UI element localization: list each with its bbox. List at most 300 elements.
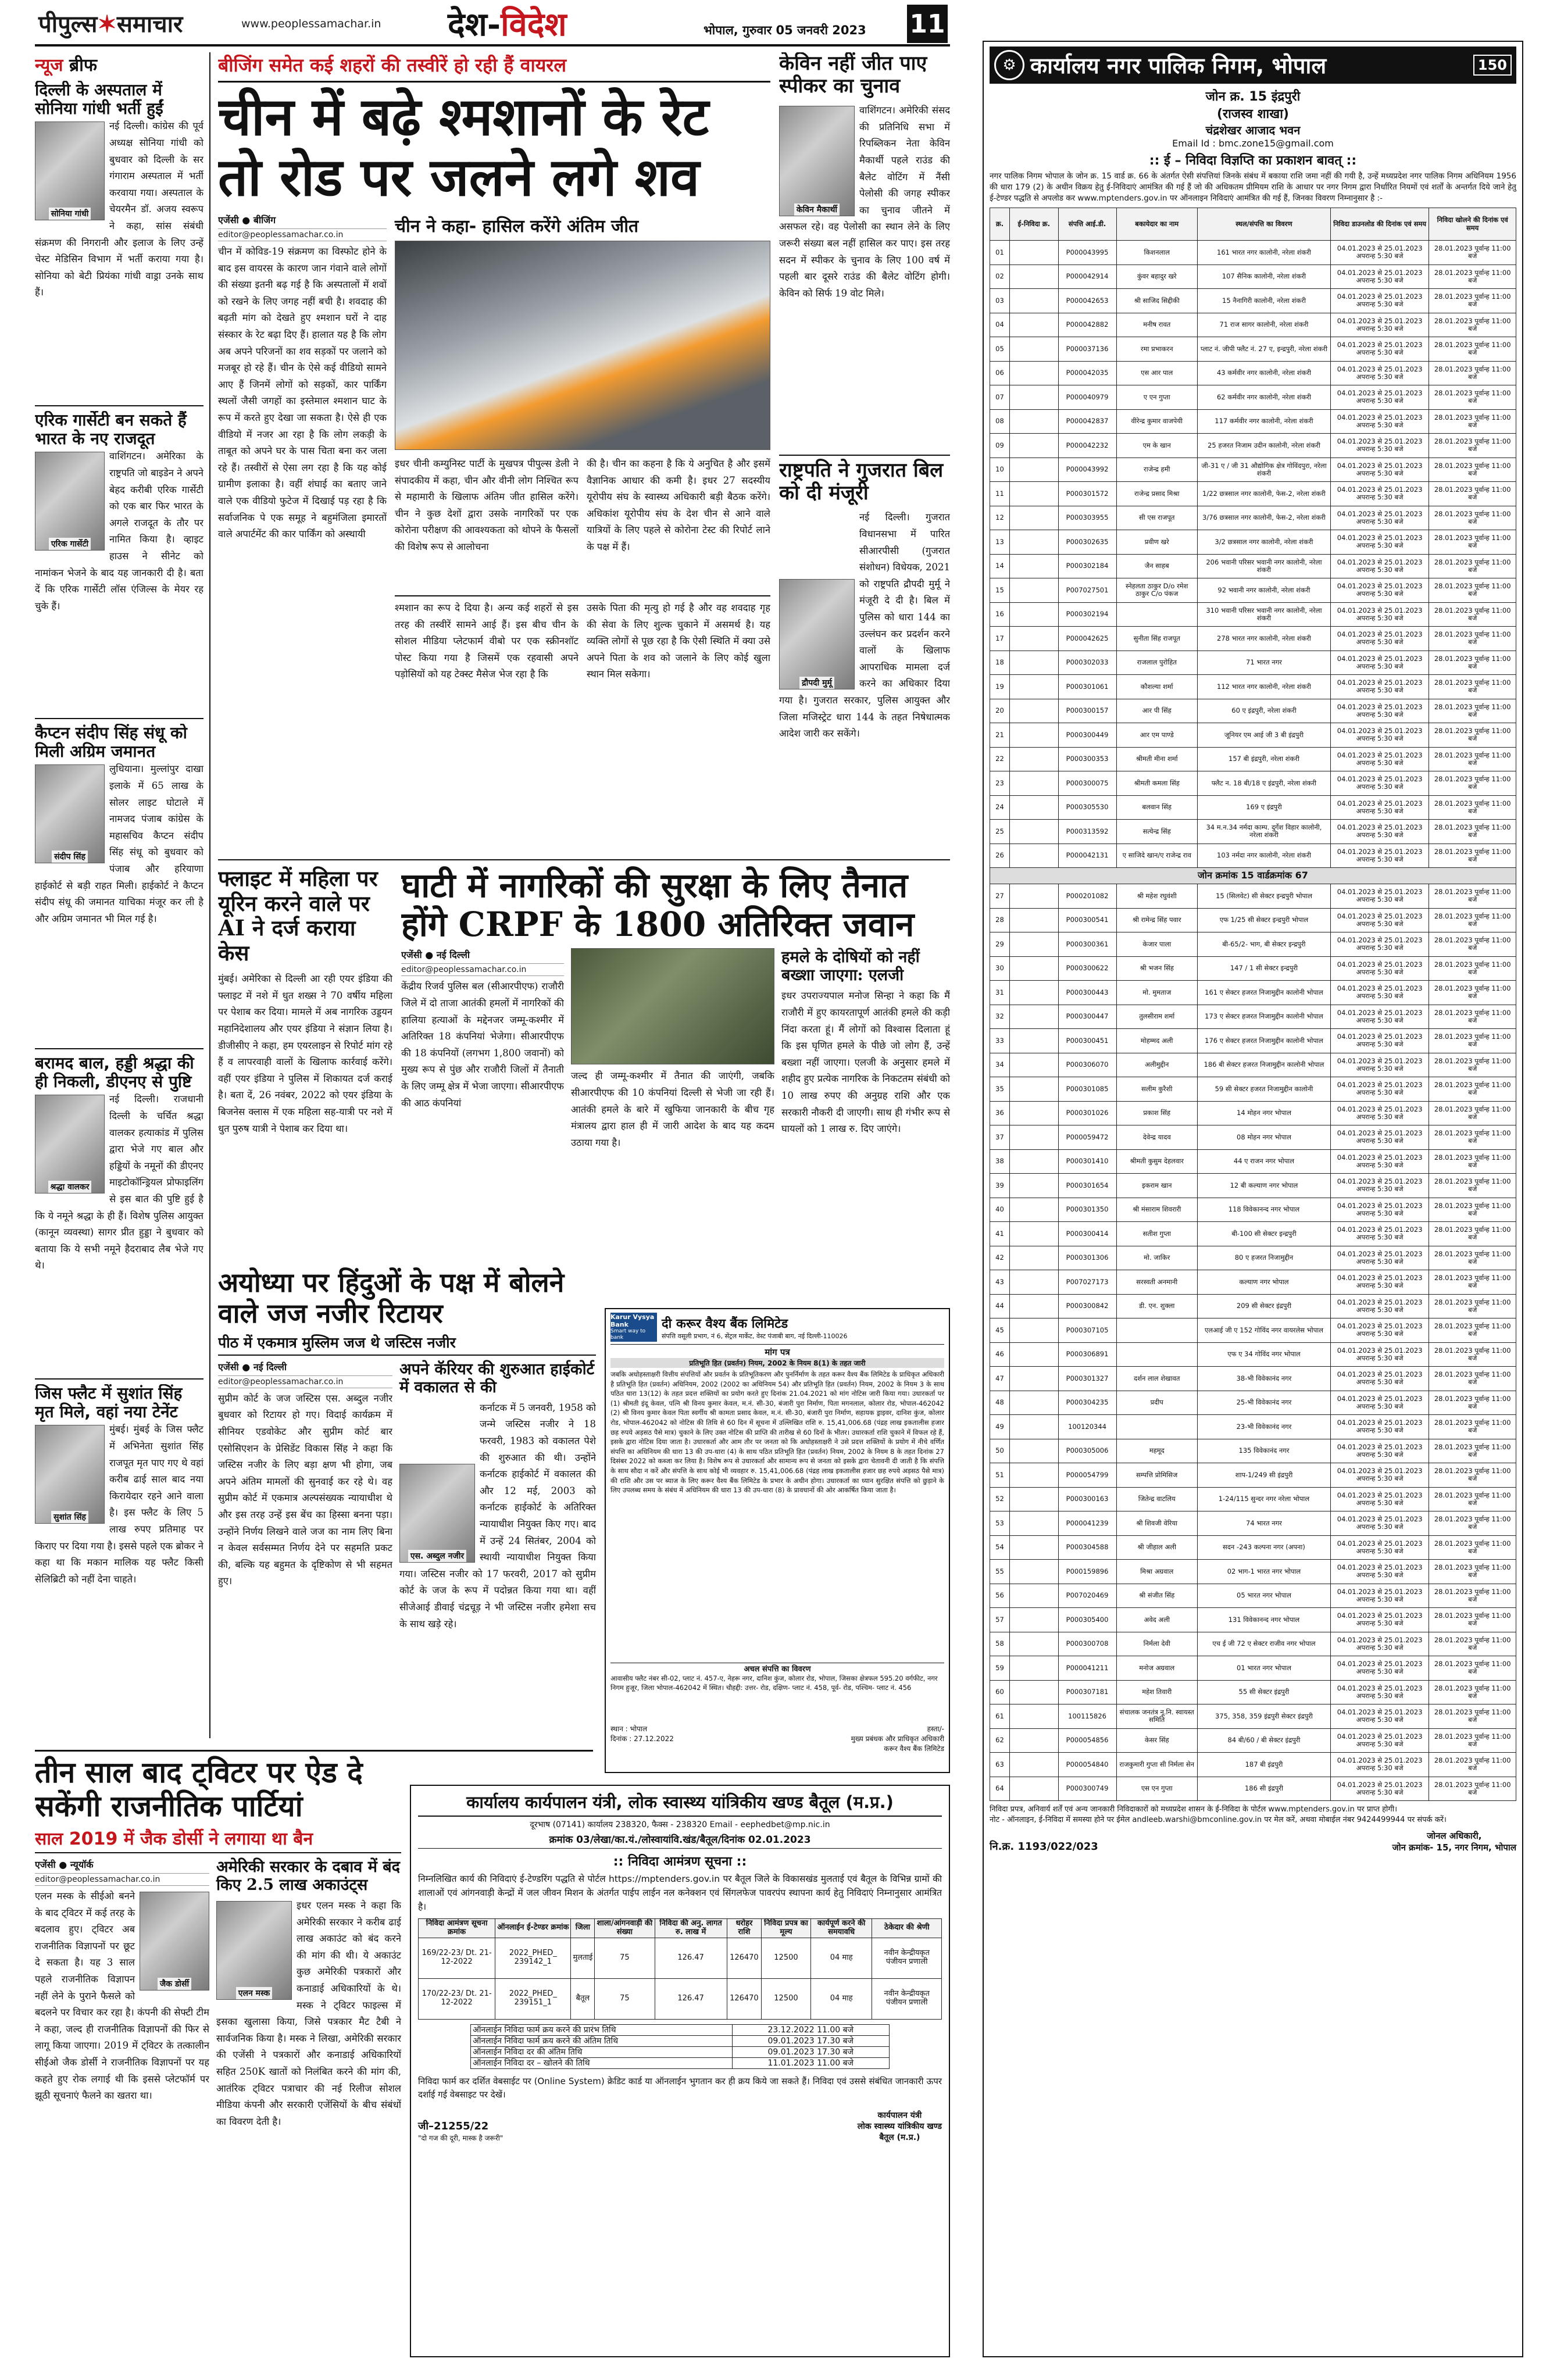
table-cell: एफ 1/25 सी सेक्टर इन्द्रपुरी भोपाल <box>1197 908 1330 932</box>
table-cell: 74 भारत नगर <box>1197 1511 1330 1536</box>
table-cell: 60 <box>990 1680 1010 1704</box>
table-cell: संचालक जनतंत्र नू.नि. स्वायस्त समिति <box>1116 1704 1197 1729</box>
table-cell <box>1009 1149 1058 1174</box>
table-cell: 28.01.2023 पूर्वान्ह 11:00 बजे <box>1429 1560 1516 1584</box>
table-cell: केसर सिंह <box>1116 1728 1197 1753</box>
bmc-dept: (राजस्व शाखा) <box>1217 107 1289 121</box>
table-row <box>990 313 1516 337</box>
table-cell: 28.01.2023 पूर्वान्ह 11:00 बजे <box>1429 908 1516 932</box>
table-cell <box>1009 1584 1058 1608</box>
table-cell: 04.01.2023 से 25.01.2023 अपरान्ह 5:30 बजे <box>1330 530 1429 555</box>
brief-item: दिल्ली के अस्पताल में सोनिया गांधी भर्ती हुईं सोनिया गांधी नई दिल्ली। कांग्रेस की पूर्व अध्यक्ष सोनिया गांधी को बुधवार को दिल्ली के सर गंगाराम अस्पताल में भर्ती करवाया गया। अस्पताल के चेयरमैन डॉ. अजय स्वरूप ने कहा, सांस संबंधी संक्रमण की निगरानी और इलाज के लिए उन्हें चेस्ट मेडिसिन विभाग में भर्ती कराया गया है। सोनिया को बेटी प्रियंका गांधी वाड्रा उनके साथ हैं। <box>35 81 203 406</box>
table-cell: 04.01.2023 से 25.01.2023 अपरान्ह 5:30 बजे <box>1330 699 1429 723</box>
table-cell <box>1116 1318 1197 1343</box>
table-cell: बी-65/2- भाग, बी सेक्टर इन्द्रपुरी <box>1197 932 1330 957</box>
table-cell: 278 भारत नगर कालोनी, नरेला शंकरी <box>1197 627 1330 651</box>
twitter-story <box>35 1756 401 2360</box>
bmc-emblem-icon: ⚙ <box>994 50 1024 80</box>
table-cell: 04.01.2023 से 25.01.2023 अपरान्ह 5:30 बजे <box>1330 1439 1429 1463</box>
table-cell: P000306891 <box>1058 1342 1116 1367</box>
table-cell: 28 <box>990 908 1010 932</box>
crpf-body-1: केंद्रीय रिजर्व पुलिस बल (सीआरपीएफ) राजौरी जिले में दो ताजा आतंकी हमलों में नागरिकों की हालिया हत्याओं के मद्देनजर जम्मू-कश्मीर में अतिरिक्त 18 कंपनियां भेजेगा। सीआरपीएफ की 18 कंपनियों (लगभग 1,800 जवानों) को मुख्य रूप से पुंछ और राजौरी जिलों में तैनाती के लिए जम्मू क्षेत्र में भेजा जाएगा। सीआरपीएफ की आठ कंपनियां <box>401 981 564 1109</box>
table-cell: 58 <box>990 1632 1010 1656</box>
bank-body: जबकि अधोहस्ताक्षरी वित्तीय संपत्तियों और प्रवर्तन के प्रतिभूतिकरण और पुनर्निर्माण के तहत करूर वैश्य बैंक लिमिटेड के प्राधिकृत अधिकारी है प्रतिभूति हित (प्रवर्तन) अधिनियम, 2002 (2002 का अधिनियम 54) और प्रतिभूति हित (प्रवर्तन) नियम, 2002 के नियम 3 के साथ पठित धारा 13(12) के तहत प्रदत्त शक्तियों का प्रयोग करते हुए दिनांक 21.04.2021 को मांग नोटिस जारी किया गया। उधारकर्ता पर (1) श्रीमती इंदू केवल, पत्नि श्री विनय कुमार केवल, म.नं. सी-30, बंजारी पुरा निर्माण, पिता मगनलाल, कोलार रोड, भोपाल-462042 (2) श्री विनय कुमार केवल पिता स्वर्गीय श्री कामता प्रसाद केवल, म.नं. सी-30, बंजारी पुरा निर्माण, सहायक ड्राइवर, दानिश कुंज, कोलार रोड, भोपाल-462042 को नोटिस की तिथि से 60 दिन में सूचना में उल्लिखित राशि रु. 15,41,006.68 (पंद्रह लाख इकतालीस हजार छह रुपये अड़सठ पैसे मात्र) चुकाने के लिए उक्त नोटिस की प्राप्ति की तारीख से 60 दिनों के भीतर। उधारकर्ता राशि चुकाने में विफल रहे हैं, इसके द्वारा नोटिस दिया जाता है। उधारकर्ता और आम तौर पर जनता को कि अधोहस्ताक्षरी ने उसे प्रदत्त शक्तियों के प्रयोग में नीचे वर्णित संपत्ति का अधिनियम की धारा 13 की उप-धारा (4) के साथ पठित प्रतिभूति हित (प्रवर्तन) नियम, 2002 के नियम 8 के तहत दिनांक 27 दिसंबर 2022 को कब्जा कर लिया है। विशेष रूप से उधारकर्ता और सामान्य रूप से जनता को इसके द्वारा चेतावनी दी जाती है कि संपत्ति के साथ सौदा न करें और संपत्ति के साथ कोई भी व्यवहार रु. 15,41,006.68 (पंद्रह लाख इकतालीस हजार छह रुपये अड़सठ पैसे मात्र) की राशि और उस पर ब्याज के लिए करूर वैश्य बैंक लिमिटेड के प्रभार के अधीन होगा। उधारकर्ता का ध्यान सुरक्षित संपत्ति को छुड़ाने के लिए उपलब्ध समय के संबंध में अधिनियम की धारा 13 की उप-धारा (8) के प्रावधानों की ओर आकर्षित किया जाता है। <box>610 1370 944 1495</box>
table-cell: 04.01.2023 से 25.01.2023 अपरान्ह 5:30 बजे <box>1330 385 1429 410</box>
table-cell: राजलाल पुरोहित <box>1116 651 1197 675</box>
table-cell: 23 <box>990 771 1010 796</box>
table-row <box>990 1391 1516 1415</box>
phed-tender-table: निविदा आमंत्रण सूचना क्रमांक ऑनलाईन ई-टेण्डर क्रमांक जिला शाला/आंगनवाड़ी की संख्या निविदा की अनु. लागत रु. लाख में धरोहर राशि निविदा प्रपत्र का मूल्य कार्यपूर्ण करने की समयावधि ठेकेदार की श्रेणी 169/22-23/ Dt. 21-12-2022 2022_PHED_ 239142_1 मुलताई 75 126.47 126470 12500 04 माह नवीन केन्द्रीयकृत पंजीयन प्रणाली 170/22-23/ Dt. 21-12-2022 2022_PHED_ 239151_1 बैतूल 75 126.47 126470 12500 04 माह नवीन केन्द्रीयकृत पंजीयन प्रणाली <box>418 1918 942 2020</box>
table-row <box>990 602 1516 627</box>
table-cell: 161 भारत नगर कालोनी, नरेला शंकरी <box>1197 241 1330 265</box>
table-cell: 04.01.2023 से 25.01.2023 अपरान्ह 5:30 बजे <box>1330 265 1429 289</box>
table-cell: P000300842 <box>1058 1294 1116 1318</box>
bank-subtitle: मांग पत्र <box>765 1347 790 1357</box>
table-row <box>990 1632 1516 1656</box>
crpf-story <box>401 866 950 1285</box>
table-cell: 04.01.2023 से 25.01.2023 अपरान्ह 5:30 बजे <box>1330 1487 1429 1511</box>
table-cell: P000300541 <box>1058 908 1116 932</box>
crpf-photo <box>571 948 774 1064</box>
table-cell: निर्मला देवी <box>1116 1632 1197 1656</box>
ayodhya-story <box>218 1267 596 1686</box>
table-cell <box>1116 1415 1197 1439</box>
table-cell: 04.01.2023 से 25.01.2023 अपरान्ह 5:30 बजे <box>1330 1174 1429 1198</box>
table-cell <box>1009 1367 1058 1391</box>
china-body-1: चीन में कोविड-19 संक्रमण का विस्फोट होने के बाद इस वायरस के कारण जान गंवाने वाले लोगों की संख्या इतनी बढ़ गई है कि अस्पतालों में शवों को रखने के लिए जगह नहीं बची है। शवदाह की बढ़ती मांग को देखते हुए श्मशान घरों ने दाह संस्कार के रेट बढ़ा दिए हैं। हालात यह है कि लोग अब अपने परिजनों का शव सड़कों पर जलाने को मजबूर हो रहे हैं। चीन के ऐसे कई वीडियो सामने आए हैं जिनमें लोगों को सड़कों, कार पार्किंग स्थलों जैसी जगहों का इस्तेमाल श्मशान घाट के रूप में करते हुए देखा जा सकता है। ऐसे ही एक वीडियो में नजर आ रहा है कि लोग लकड़ी के ताबूत को अपने घर के पास चिता बना कर जला रहे हैं। तस्वीरों से ऐसा लग रहा है कि यह कोई ग्रामीण इलाका है। वहीं शंघाई का बताए जाने वाले एक वीडियो फुटेज में दिखाई पड़ रहा है कि सर्वाजनिक पे एक समूह ने बहुमंजिला इमारतों वाले अपार्टमेंट की कार पार्किंग को अस्थायी <box>218 246 387 540</box>
ayodhya-headline: अयोध्या पर हिंदुओं के पक्ष में बोलने वाले जज नजीर रिटायर <box>218 1267 565 1329</box>
table-cell <box>1009 1246 1058 1270</box>
table-cell: 118 विवेकानन्द नगर भोपाल <box>1197 1198 1330 1222</box>
table-cell: P000159896 <box>1058 1560 1116 1584</box>
flight-body: मुंबई। अमेरिका से दिल्ली आ रही एयर इंडिया की फ्लाइट में नशे में धुत शख्स ने 70 वर्षीय महिला पर पेशाब कर दिया। मामले में अब नागरिक उड्डयन महानिदेशालय और एयर इंडिया ने संज्ञान लिया है। डीजीसीए ने कहा, हम एयरलाइन से रिपोर्ट मांग रहे हैं व लापरवाही वालों के खिलाफ कार्रवाई करेंगे। वहीं एयर इंडिया ने पुलिस में शिकायत दर्ज कराई है। बता दें, 26 नवंबर, 2022 को एयर इंडिया के बिजनेस क्लास में एक महिला सह-यात्री पर नशे में धुत पुरुष यात्री ने पेशाब कर दिया था। <box>218 973 392 1134</box>
table-cell: 135 विवेकानंद नगर <box>1197 1439 1330 1463</box>
table-row <box>990 385 1516 410</box>
table-cell: 04.01.2023 से 25.01.2023 अपरान्ह 5:30 बजे <box>1330 1149 1429 1174</box>
table-cell <box>1009 1294 1058 1318</box>
table-cell: 04.01.2023 से 25.01.2023 अपरान्ह 5:30 बजे <box>1330 1560 1429 1584</box>
musk-photo: एलन मस्क <box>216 1901 292 2000</box>
table-row <box>990 1680 1516 1704</box>
table-cell <box>1009 956 1058 981</box>
table-cell: 28.01.2023 पूर्वान्ह 11:00 बजे <box>1429 530 1516 555</box>
table-row <box>990 932 1516 957</box>
table-cell <box>1009 385 1058 410</box>
flight-headline: फ्लाइट में महिला पर यूरिन करने वाले पर AI ने दर्ज कराया केस <box>218 866 378 966</box>
table-cell: 04.01.2023 से 25.01.2023 अपरान्ह 5:30 बजे <box>1330 1608 1429 1632</box>
table-row <box>990 1174 1516 1198</box>
table-cell: 04.01.2023 से 25.01.2023 अपरान्ह 5:30 बजे <box>1330 241 1429 265</box>
table-cell: 04.01.2023 से 25.01.2023 अपरान्ह 5:30 बजे <box>1330 1294 1429 1318</box>
table-cell: 04.01.2023 से 25.01.2023 अपरान्ह 5:30 बजे <box>1330 956 1429 981</box>
table-cell: 28.01.2023 पूर्वान्ह 11:00 बजे <box>1429 932 1516 957</box>
table-row <box>990 482 1516 506</box>
table-cell: श्री रामेन्द्र सिंह पवार <box>1116 908 1197 932</box>
table-cell: P000300622 <box>1058 956 1116 981</box>
table-cell: 100115826 <box>1058 1704 1116 1729</box>
news-brief-title: न्यूज ब्रीफ <box>35 55 97 76</box>
table-cell: 04.01.2023 से 25.01.2023 अपरान्ह 5:30 बजे <box>1330 771 1429 796</box>
china-email: editor@peoplessamachar.co.in <box>218 228 387 241</box>
phed-sign-2: लोक स्वास्थ्य यांत्रिकीय खण्ड <box>857 2122 942 2132</box>
table-cell: P000301410 <box>1058 1149 1116 1174</box>
table-cell: 01 <box>990 241 1010 265</box>
table-cell: 47 <box>990 1367 1010 1391</box>
table-cell: 71 भारत नगर <box>1197 651 1330 675</box>
table-cell: राजकुमारी गुप्ता सी निर्मला सेन <box>1116 1753 1197 1777</box>
table-cell: 04.01.2023 से 25.01.2023 अपरान्ह 5:30 बजे <box>1330 981 1429 1005</box>
table-cell: सत्येन्द्र सिंह <box>1116 820 1197 844</box>
table-cell: 02 <box>990 265 1010 289</box>
table-row <box>990 1439 1516 1463</box>
table-cell: 28.01.2023 पूर्वान्ह 11:00 बजे <box>1429 1632 1516 1656</box>
table-cell: दर्शन लाल शेखावत <box>1116 1367 1197 1391</box>
bank-signer: मुख्य प्रबंधक और प्राधिकृत अधिकारी <box>851 1735 944 1743</box>
table-cell <box>1009 981 1058 1005</box>
bank-name: दी करूर वैश्य बैंक लिमिटेड <box>662 1316 788 1331</box>
table-row: ऑनलाईन निविदा फार्म क्रय करने की प्रारंभ तिथि 23.12.2022 11.00 बजे <box>471 2024 890 2035</box>
brief-item: कैप्टन संदीप सिंह संधू को मिली अग्रिम जमानत संदीप सिंह लुधियाना। मुल्लांपुर दाखा इलाके में 65 लाख के सोलर लाइट घोटाले में नामजद पंजाब कांग्रेस के महासचिव कैप्टन संदीप सिंह संधू को बुधवार को पंजाब और हरियाणा हाईकोर्ट से बड़ी राहत मिली। हाईकोर्ट ने कैप्टन संदीप संधू की जमानत याचिका मंजूर कर ली है और अग्रिम जमानत भी मिल गई है। <box>35 724 203 1049</box>
table-cell: 28.01.2023 पूर्वान्ह 11:00 बजे <box>1429 981 1516 1005</box>
table-cell: 04.01.2023 से 25.01.2023 अपरान्ह 5:30 बजे <box>1330 932 1429 957</box>
table-cell: अलीमुद्दीन <box>1116 1053 1197 1077</box>
table-cell: 22 <box>990 747 1010 771</box>
table-cell: 28.01.2023 पूर्वान्ह 11:00 बजे <box>1429 771 1516 796</box>
table-cell <box>1009 1704 1058 1729</box>
table-row <box>990 1149 1516 1174</box>
table-cell: P000054799 <box>1058 1463 1116 1488</box>
table-cell: मोहम्मद अली <box>1116 1029 1197 1053</box>
table-row <box>990 723 1516 748</box>
table-cell: 28.01.2023 पूर्वान्ह 11:00 बजे <box>1429 1391 1516 1415</box>
table-cell: देवेन्द्र यादव <box>1116 1125 1197 1150</box>
table-cell: 34 <box>990 1053 1010 1077</box>
table-cell: 84 बी/60 / बी सेक्टर इंद्रपुरी <box>1197 1728 1330 1753</box>
table-cell: P000304235 <box>1058 1391 1116 1415</box>
table-cell: 147 / 1 सी सेक्टर इन्द्रपुरी <box>1197 956 1330 981</box>
table-cell: 02 भाग-1 भारत नगर भोपाल <box>1197 1560 1330 1584</box>
table-cell: 107 सैनिक कालोनी, नरेला शंकरी <box>1197 265 1330 289</box>
table-cell: 16 <box>990 602 1010 627</box>
news-brief-column <box>35 52 203 1738</box>
table-cell: जैन साहब <box>1116 554 1197 578</box>
table-cell: स्नेहलता ठाकुर D/o रमेश ठाकुर C/o पंकज <box>1116 578 1197 603</box>
crpf-body-2: जल्द ही जम्मू-कश्मीर में तैनात की जाएंगी, जबकि सीआरपीएफ की 10 कंपनियां दिल्ली से भेजी जा रही हैं। आतंकी हमले के बारे में खुफिया जानकारी के बीच गृह मंत्रालय द्वारा हाल ही में जारी आदेश के बाद यह कदम उठाया गया है। <box>571 1070 774 1148</box>
table-cell <box>1009 1005 1058 1029</box>
table-cell: P000300443 <box>1058 981 1116 1005</box>
brief-item: एरिक गार्सेटी बन सकते हैं भारत के नए राजदूत एरिक गार्सेटी वाशिंगटन। अमेरिका के राष्ट्रपति जो बाइडेन ने अपने बेहद करीबी एरिक गार्सेटी को एक बार फिर भारत के अगले राजदूत के तौर पर नामित किया है। व्हाइट हाउस ने सीनेट को नामांकन भेजने के बाद यह जानकारी दी है। बता दें कि एरिक गार्सेटी लॉस एंजिल्स के मेयर रह चुके हैं। <box>35 411 203 719</box>
crpf-headline: घाटी में नागरिकों की सुरक्षा के लिए तैनात होंगे CRPF के 1800 अतिरिक्त जवान <box>401 866 915 944</box>
table-cell: 63 <box>990 1753 1010 1777</box>
table-cell: P000042035 <box>1058 361 1116 385</box>
table-cell: 28.01.2023 पूर्वान्ह 11:00 बजे <box>1429 795 1516 820</box>
table-cell: 187 बी इंद्रपुरी <box>1197 1753 1330 1777</box>
right-news-column <box>779 52 950 855</box>
table-cell: 04.01.2023 से 25.01.2023 अपरान्ह 5:30 बजे <box>1330 1415 1429 1439</box>
table-row <box>990 1656 1516 1681</box>
table-row <box>990 1728 1516 1753</box>
table-cell: 50 <box>990 1439 1010 1463</box>
table-cell <box>1009 1053 1058 1077</box>
table-cell: एस आर पाल <box>1116 361 1197 385</box>
table-cell <box>1009 1632 1058 1656</box>
twitter-byline: एजेंसी ● न्यूयॉर्क <box>35 1859 94 1870</box>
ayodhya-body-2: कर्नाटक में 5 जनवरी, 1958 को जन्मे जस्टिस नजीर ने 18 फरवरी, 1983 को वकालत पेशे की शुरुआत की थी। उन्होंने कर्नाटक हाईकोर्ट में वकालत की और 12 मई, 2003 को कर्नाटक हाईकोर्ट के अतिरिक्त न्यायाधीश नियुक्त किए गए। बाद में उन्हें 24 सितंबर, 2004 को स्थायी न्यायाधीश नियुक्त किया गया। जस्टिस नजीर को 17 फरवरी, 2017 को सुप्रीम कोर्ट के जज के रूप में पदोन्नत किया गया था। वहीं सीजेआई डीवाई चंद्रचूड़ ने भी जस्टिस नजीर हमेशा सच के साथ खड़े रहे। <box>399 1402 596 1629</box>
table-row <box>990 1463 1516 1488</box>
table-cell: 206 भवानी परिसर भवानी नगर कालोनी, नरेला शंकरी <box>1197 554 1330 578</box>
table-cell: जी-31 ए / जी 31 औद्योगिक क्षेत्र गोविंदपुरा, नरेला शंकरी <box>1197 458 1330 482</box>
table-cell: एस एन गुप्ता <box>1116 1777 1197 1801</box>
flight-story <box>218 866 392 1285</box>
table-cell: P000042232 <box>1058 434 1116 458</box>
table-cell <box>1009 578 1058 603</box>
table-cell: 04.01.2023 से 25.01.2023 अपरान्ह 5:30 बजे <box>1330 1511 1429 1536</box>
table-cell: P000301572 <box>1058 482 1116 506</box>
table-cell: 28.01.2023 पूर्वान्ह 11:00 बजे <box>1429 409 1516 434</box>
table-cell <box>1009 337 1058 362</box>
table-cell: 44 ए राजन नगर भोपाल <box>1197 1149 1330 1174</box>
table-cell <box>1009 1656 1058 1681</box>
table-cell <box>1009 1463 1058 1488</box>
table-cell <box>1009 265 1058 289</box>
table-row <box>990 1101 1516 1125</box>
table-row <box>990 241 1516 265</box>
dot-icon: ● <box>425 949 434 961</box>
ayodhya-kicker: पीठ में एकमात्र मुस्लिम जज थे जस्टिस नजीर <box>218 1332 596 1356</box>
table-cell: 21 <box>990 723 1010 748</box>
table-cell: P000301306 <box>1058 1246 1116 1270</box>
table-cell <box>1009 1270 1058 1295</box>
table-cell: 26 <box>990 844 1010 868</box>
table-cell: P000313592 <box>1058 820 1116 844</box>
table-cell: 04.01.2023 से 25.01.2023 अपरान्ह 5:30 बजे <box>1330 506 1429 530</box>
table-cell: 12 <box>990 506 1010 530</box>
table-cell: 28.01.2023 पूर्वान्ह 11:00 बजे <box>1429 554 1516 578</box>
table-cell: P000305400 <box>1058 1608 1116 1632</box>
table-cell <box>1009 771 1058 796</box>
table-cell: 28.01.2023 पूर्वान्ह 11:00 बजे <box>1429 482 1516 506</box>
table-cell: 28.01.2023 पूर्वान्ह 11:00 बजे <box>1429 1005 1516 1029</box>
table-cell <box>1009 409 1058 434</box>
table-cell <box>1009 723 1058 748</box>
table-cell: 28.01.2023 पूर्वान्ह 11:00 बजे <box>1429 1608 1516 1632</box>
table-cell: P000305530 <box>1058 795 1116 820</box>
table-cell: महेश तिवारी <box>1116 1680 1197 1704</box>
table-row <box>990 265 1516 289</box>
phed-sign-3: बैतूल (म.प्र.) <box>879 2133 920 2143</box>
table-cell: 209 सी सेक्टर इंद्रपुरी <box>1197 1294 1330 1318</box>
bank-sign: हस्ता/- <box>927 1725 944 1733</box>
table-cell: 80 ए हजरत निजामुद्दीन <box>1197 1246 1330 1270</box>
nazeer-photo: एस. अब्दुल नजीर <box>399 1464 475 1563</box>
table-cell: 14 मोहन नगर भोपाल <box>1197 1101 1330 1125</box>
table-row <box>990 1777 1516 1801</box>
table-cell: 04.01.2023 से 25.01.2023 अपरान्ह 5:30 बजे <box>1330 1005 1429 1029</box>
table-cell: 28.01.2023 पूर्वान्ह 11:00 बजे <box>1429 337 1516 362</box>
table-cell: 61 <box>990 1704 1010 1729</box>
table-cell: 04.01.2023 से 25.01.2023 अपरान्ह 5:30 बजे <box>1330 1391 1429 1415</box>
table-cell: मो. मुमताज <box>1116 981 1197 1005</box>
china-story <box>218 52 770 855</box>
table-cell: 1-24/115 सुन्दर नगर नरेला भोपाल <box>1197 1487 1330 1511</box>
table-row <box>990 1077 1516 1102</box>
newspaper-logo: पीपुल्स✶समाचार <box>38 10 183 38</box>
table-cell: 28.01.2023 पूर्वान्ह 11:00 बजे <box>1429 1535 1516 1560</box>
table-cell: 19 <box>990 675 1010 699</box>
table-cell: P000037136 <box>1058 337 1116 362</box>
table-cell <box>1009 908 1058 932</box>
table-row <box>990 747 1516 771</box>
table-cell: श्री शिवजी वेरिया <box>1116 1511 1197 1536</box>
table-cell: सतीश गुप्ता <box>1116 1222 1197 1246</box>
brief-item: जिस फ्लैट में सुशांत सिंह मृत मिले, वहां नया टेनेंट सुशांत सिंह मुंबई। मुंबई के जिस फ्लैट में अभिनेता सुशांत सिंह राजपूत मृत पाए गए थे वहां करीब ढाई साल बाद नया किरायेदार रहने आने वाला है। इस फ्लैट के लिए 5 लाख रुपए प्रतिमाह पर किराए पर दिया गया है। इससे पहले एक ब्रोकर ने कहा था कि मकान मालिक यह फ्लैट किसी सेलिब्रिटी को नहीं देना चाहते। <box>35 1384 203 1585</box>
table-row <box>990 627 1516 651</box>
bmc-notice <box>983 41 1523 2357</box>
sushant-photo: सुशांत सिंह <box>35 1425 105 1524</box>
china-body-2: इधर चीनी कम्युनिस्ट पार्टी के मुखपत्र पीपुल्स डेली ने संपादकीय में कहा, चीन और वीनी लोग निश्चित रूप से महामारी के खिलाफ अंतिम जीत हासिल करेंगे। चीन ने कुछ देशों द्वारा उसके नागरिकों पर एक कोरोना परीक्षण की आवश्यकता को थोपने के फैसलों की विशेष रूप से आलोचना <box>395 458 578 552</box>
table-cell: 131 विवेकानन्द नगर भोपाल <box>1197 1608 1330 1632</box>
dot-icon: ● <box>242 215 251 226</box>
table-cell: 04.01.2023 से 25.01.2023 अपरान्ह 5:30 बजे <box>1330 409 1429 434</box>
table-cell: महमूद <box>1116 1439 1197 1463</box>
table-cell <box>1009 506 1058 530</box>
table-cell: P000041211 <box>1058 1656 1116 1681</box>
table-cell: 27 <box>990 884 1010 909</box>
table-cell: P000302194 <box>1058 602 1116 627</box>
table-cell: 100120344 <box>1058 1415 1116 1439</box>
table-cell: 04.01.2023 से 25.01.2023 अपरान्ह 5:30 बजे <box>1330 1101 1429 1125</box>
table-cell: 04.01.2023 से 25.01.2023 अपरान्ह 5:30 बजे <box>1330 627 1429 651</box>
table-cell: श्रीमती कुसुम देहलवार <box>1116 1149 1197 1174</box>
table-cell: P000043995 <box>1058 241 1116 265</box>
table-cell <box>1009 699 1058 723</box>
table-cell: P000302033 <box>1058 651 1116 675</box>
table-cell: ए साजिदे खान/ए राजेन्द्र राव <box>1116 844 1197 868</box>
table-row <box>990 699 1516 723</box>
table-cell <box>1009 241 1058 265</box>
table-cell: P007027501 <box>1058 578 1116 603</box>
phed-intro: निम्नलिखित कार्य की निविदाएं ई-टेण्डरिंग पद्धति से पोर्टल https://mptenders.gov.in पर बैतूल जिले के विकासखंड मुलताई एवं बैतूल के विभिन्न ग्रामों की शालाओं एवं आंगनवाड़ी केन्द्रों में जल जीवन मिशन के अंतर्गत पाईप लाईन नल कनेक्शन एवं सिंगलफेज पावरपंप स्थापना कार्य हेतु निविदाएं निम्नानुसार आमंत्रित है। <box>418 1874 942 1912</box>
table-cell: 04.01.2023 से 25.01.2023 अपरान्ह 5:30 बजे <box>1330 1125 1429 1150</box>
table-cell: श्री संजीत सिंह <box>1116 1584 1197 1608</box>
table-row <box>990 1029 1516 1053</box>
table-cell: 28.01.2023 पूर्वान्ह 11:00 बजे <box>1429 956 1516 981</box>
table-cell: डी. एन. शुक्ला <box>1116 1294 1197 1318</box>
table-cell: 30 <box>990 956 1010 981</box>
table-cell: 04.01.2023 से 25.01.2023 अपरान्ह 5:30 बजे <box>1330 747 1429 771</box>
table-row <box>990 1125 1516 1150</box>
table-cell: 04.01.2023 से 25.01.2023 अपरान्ह 5:30 बजे <box>1330 908 1429 932</box>
table-cell: 04.01.2023 से 25.01.2023 अपरान्ह 5:30 बजे <box>1330 651 1429 675</box>
china-street-photo <box>395 241 770 450</box>
table-row <box>990 1608 1516 1632</box>
table-cell: 05 भारत नगर भोपाल <box>1197 1584 1330 1608</box>
table-cell: 18 <box>990 651 1010 675</box>
table-cell: कौशल्या शर्मा <box>1116 675 1197 699</box>
table-cell: 10 <box>990 458 1010 482</box>
table-cell <box>1009 1125 1058 1150</box>
table-cell: P000303955 <box>1058 506 1116 530</box>
zone-section-row: जोन क्रमांक 15 वार्डक्रमांक 67 <box>990 868 1516 884</box>
table-cell <box>1009 932 1058 957</box>
bmc-notice-title: :: ई – निविदा विज्ञप्ति का प्रकाशन बावत् :: <box>1149 153 1357 168</box>
kvb-logo: Karur Vysya Bank Smart way to bank <box>610 1313 657 1342</box>
table-cell: 57 <box>990 1608 1010 1632</box>
table-cell: 62 <box>990 1728 1010 1753</box>
table-cell: वीरेन्द्र कुमार वाजपेयी <box>1116 409 1197 434</box>
table-row <box>990 1318 1516 1343</box>
table-cell <box>1009 1511 1058 1536</box>
twitter-body-2: इधर एलन मस्क ने कहा कि अमेरिकी सरकार ने करीब ढाई लाख अकाउंट को बंद करने की मांग की थी। ये अकाउंट कुछ अमेरिकी पत्रकारों और कनाडाई अधिकारियों के थे। मस्क ने ट्विटर फाइल्स में इसका खुलासा किया, जिसे पत्रकार मैट टैबी ने सार्वजनिक किया है। मस्क ने लिखा, अमेरिकी सरकार की एजेंसी ने पत्रकारों और कनाडाई अधिकारियों सहित 250K खातों को निलंबित करने की मांग की, आतंरिक ट्विटर पत्राचार की नई रिलीज सोशल मीडिया कंपनी और सरकारी एजेंसियों के बीच संबंधों का विवरण देती है। <box>216 1900 401 2127</box>
table-cell: 04.01.2023 से 25.01.2023 अपरान्ह 5:30 बजे <box>1330 1728 1429 1753</box>
table-row <box>990 506 1516 530</box>
table-cell <box>1009 1777 1058 1801</box>
table-cell: 20 <box>990 699 1010 723</box>
ayodhya-body-1: सुप्रीम कोर्ट के जज जस्टिस एस. अब्दुल नजीर बुधवार को रिटायर हो गए। विदाई कार्यक्रम में सीनियर एडवोकेट और सुप्रीम कोर्ट बार एसोसिएशन के प्रेसिडेंट विकास सिंह ने कहा कि जस्टिस नजीर के लिए बड़ा क्षण भी होगा, जब अपने अंतिम मामलों की सुनवाई कर रहे थे। वह सुप्रीम कोर्ट में एकमात्र अल्पसंख्यक न्यायाधीश थे और इस तरह उन्हें इस बेंच का हिस्सा बनना पड़ा। उन्होंने निर्णय लिखने वाले जज का नाम लिए बिना न केवल सर्वसम्मत निर्णय देने पर सहमति प्रकट की, बल्कि यह बहुमत के दृष्टिकोण से भी सहमत हुए। <box>218 1392 392 1587</box>
table-cell: 43 कर्मवीर नगर कालोनी, नरेला शंकरी <box>1197 361 1330 385</box>
china-headline: चीन में बढ़े श्मशानों के रेट तो रोड पर जलने लगे शव <box>218 86 709 208</box>
brief-item: बरामद बाल, हड्डी श्रद्धा की ही निकली, डीएनए से पुष्टि श्रद्धा वालकर नई दिल्ली। राजधानी दिल्ली के चर्चित श्रद्धा वालकर हत्याकांड में पुलिस द्वारा भेजे गए बाल और हड्डियों के नमूनों की डीएनए माइटोकॉन्ड्रियल प्रोफाइलिंग से इस बात की पुष्टि हुई है कि ये नमूने श्रद्धा के ही हैं। विशेष पुलिस आयुक्त (कानून व्यवस्था) सागर प्रीत हुड्डा ने बुधवार को बताया कि ये सभी नमूने हैदराबाद लैब भेजे गए थे। <box>35 1054 203 1380</box>
table-cell: P000300163 <box>1058 1487 1116 1511</box>
table-cell: 48 <box>990 1391 1010 1415</box>
logo-star-icon: ✶ <box>97 10 117 38</box>
table-cell: मनोज अग्रवाल <box>1116 1656 1197 1681</box>
table-cell: सम्पत्ति प्रोमिसिज <box>1116 1463 1197 1488</box>
bank-signer-2: करूर वैश्य बैंक लिमिटेड <box>884 1745 944 1753</box>
table-cell: 04.01.2023 से 25.01.2023 अपरान्ह 5:30 बजे <box>1330 1053 1429 1077</box>
bank-notice <box>605 1308 950 1773</box>
table-cell: प्रकाश सिंह <box>1116 1101 1197 1125</box>
table-cell: P000301085 <box>1058 1077 1116 1102</box>
china-body-5: उसके पिता की मृत्यु हो गई है और वह शवदाह गृह की सेवा के लिए शुल्क चुकाने में असमर्थ है। यह व्यक्ति लोगों से पूछ रहा है कि ऐसी स्थिति में क्या उसे अपने पिता के शव को जलाने के लिए कोई खुला स्थान मिल सकेगा। <box>587 602 770 680</box>
table-cell: P000054856 <box>1058 1728 1116 1753</box>
table-cell <box>1009 1535 1058 1560</box>
table-cell: 28.01.2023 पूर्वान्ह 11:00 बजे <box>1429 265 1516 289</box>
bank-schedule-title: अचल संपत्ति का विवरण <box>610 1663 944 1674</box>
table-cell <box>1009 1101 1058 1125</box>
table-cell: केजार पाला <box>1116 932 1197 957</box>
table-cell <box>1009 1222 1058 1246</box>
dateline: भोपाल, गुरुवार 05 जनवरी 2023 <box>703 23 866 37</box>
table-cell: 28.01.2023 पूर्वान्ह 11:00 बजे <box>1429 1174 1516 1198</box>
table-cell: 62 कर्मवीर नगर कालोनी, नरेला शंकरी <box>1197 385 1330 410</box>
table-cell: श्रीमती कमला सिंह <box>1116 771 1197 796</box>
table-cell: सुनीता सिंह राजपूत <box>1116 627 1197 651</box>
bmc-footer: निविदा प्रपत्र, अनिवार्य शर्तें एवं अन्य जानकारी निविदाकारों को मध्यप्रदेश शासन के ई-निविदा के पोर्टल www.mptenders.gov.in पर प्राप्त होगी। <box>990 1805 1398 1814</box>
table-row <box>990 289 1516 313</box>
phed-notice-title: :: निविदा आमंत्रण सूचना :: <box>613 1854 747 1869</box>
table-row <box>990 530 1516 555</box>
bank-date: दिनांक : 27.12.2022 <box>610 1735 674 1743</box>
table-row <box>990 1535 1516 1560</box>
table-cell <box>1009 1608 1058 1632</box>
table-row <box>990 1753 1516 1777</box>
table-row <box>990 578 1516 603</box>
table-row <box>990 1053 1516 1077</box>
president-headline: राष्ट्रपति ने गुजरात बिल को दी मंजूरी <box>779 459 944 505</box>
bmc-title: कार्यालय नगर पालिक निगम, भोपाल <box>1030 53 1327 78</box>
table-cell: P000041239 <box>1058 1511 1116 1536</box>
bank-address: संपत्ति वसूली प्रभाग, नं 6, सेंट्रल मार्केट, वेस्ट पंजाबी बाग, नई दिल्ली-110026 <box>662 1332 848 1340</box>
kevin-headline: केविन नहीं जीत पाए स्पीकर का चुनाव <box>779 52 927 98</box>
table-cell: श्रीमती मीना शर्मा <box>1116 747 1197 771</box>
table-cell: P000042914 <box>1058 265 1116 289</box>
table-cell: P000300451 <box>1058 1029 1116 1053</box>
dorsey-photo: जैक डोर्सी <box>140 1892 209 1991</box>
table-cell: 28.01.2023 पूर्वान्ह 11:00 बजे <box>1429 1101 1516 1125</box>
table-cell: P000301327 <box>1058 1367 1116 1391</box>
table-row <box>990 771 1516 796</box>
